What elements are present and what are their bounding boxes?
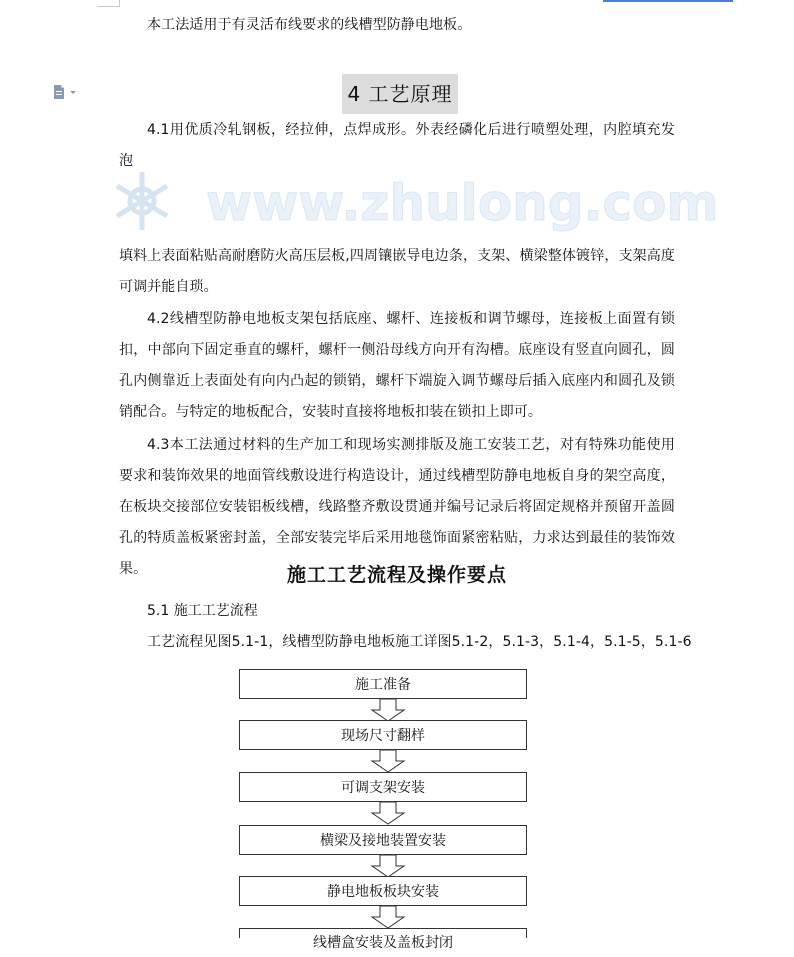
snowflake-logo-icon bbox=[117, 172, 167, 230]
flow-step-1: 施工准备 bbox=[239, 669, 527, 699]
flow-step-3: 可调支架安装 bbox=[239, 772, 527, 802]
section-4-heading: 4 工艺原理 bbox=[342, 74, 458, 114]
top-accent-bar bbox=[603, 0, 733, 2]
down-arrow-icon bbox=[368, 906, 408, 928]
section-5-heading: 施工工艺流程及操作要点 bbox=[286, 564, 507, 586]
watermark bbox=[110, 168, 719, 234]
down-arrow-icon bbox=[368, 699, 408, 721]
paragraph-4-2: 4.2线槽型防静电地板支架包括底座、螺杆、连接板和调节螺母，连接板上面置有锁扣，中部向下固定垂直的螺杆，螺杆一侧沿母线方向开有沟槽。底座设有竖直向圆孔，圆孔内侧靠近上表面处有向内凸起的锁销，螺杆下端旋入调节螺母后插入底座内和圆孔及锁销配合。与特定的地板配合，安装时直接将地板扣装在锁扣上即可。 bbox=[119, 311, 675, 420]
down-arrow-icon bbox=[368, 802, 408, 824]
flow-intro-line: 工艺流程见图5.1-1，线槽型防静电地板施工详图5.1-2，5.1-3，5.1-4，5.1-5，5.1-6 bbox=[147, 634, 692, 650]
paragraph-4-1: 4.1用优质冷轧钢板，经拉伸，点焊成形。外表经磷化后进行喷塑处理，内腔填充发泡 bbox=[119, 122, 675, 169]
subsection-5-1-heading: 5.1 施工工艺流程 bbox=[147, 603, 258, 619]
intro-paragraph: 本工法适用于有灵活布线要求的线槽型防静电地板。 bbox=[147, 17, 472, 33]
flow-step-6: 线槽盒安装及盖板封闭 bbox=[239, 928, 527, 938]
watermark-text: www.zhulong.com bbox=[206, 174, 719, 232]
flow-step-4: 横梁及接地装置安装 bbox=[239, 825, 527, 855]
paragraph-4-1-continued: 填料上表面粘贴高耐磨防火高压层板,四周镶嵌导电边条，支架、横梁整体镀锌，支架高度可调并能自琐。 bbox=[119, 248, 675, 295]
page-corner-mark bbox=[97, 0, 120, 7]
down-arrow-icon bbox=[368, 855, 408, 877]
flow-step-2: 现场尺寸翻样 bbox=[239, 720, 527, 750]
flow-step-5: 静电地板板块安装 bbox=[239, 876, 527, 906]
down-arrow-icon bbox=[368, 750, 408, 772]
paragraph-4-3: 4.3本工法通过材料的生产加工和现场实测排版及施工安装工艺，对有特殊功能使用要求和装饰效果的地面管线敷设进行构造设计，通过线槽型防静电地板自身的架空高度，在板块交接部位安装铝板线槽，线路整齐敷设贯通并编号记录后将固定规格并预留开盖圆孔的特质盖板紧密封盖，全部安装完毕后采用地毯饰面紧密粘贴，力求达到最佳的装饰效果。 bbox=[119, 437, 675, 577]
document-icon[interactable] bbox=[52, 84, 78, 100]
